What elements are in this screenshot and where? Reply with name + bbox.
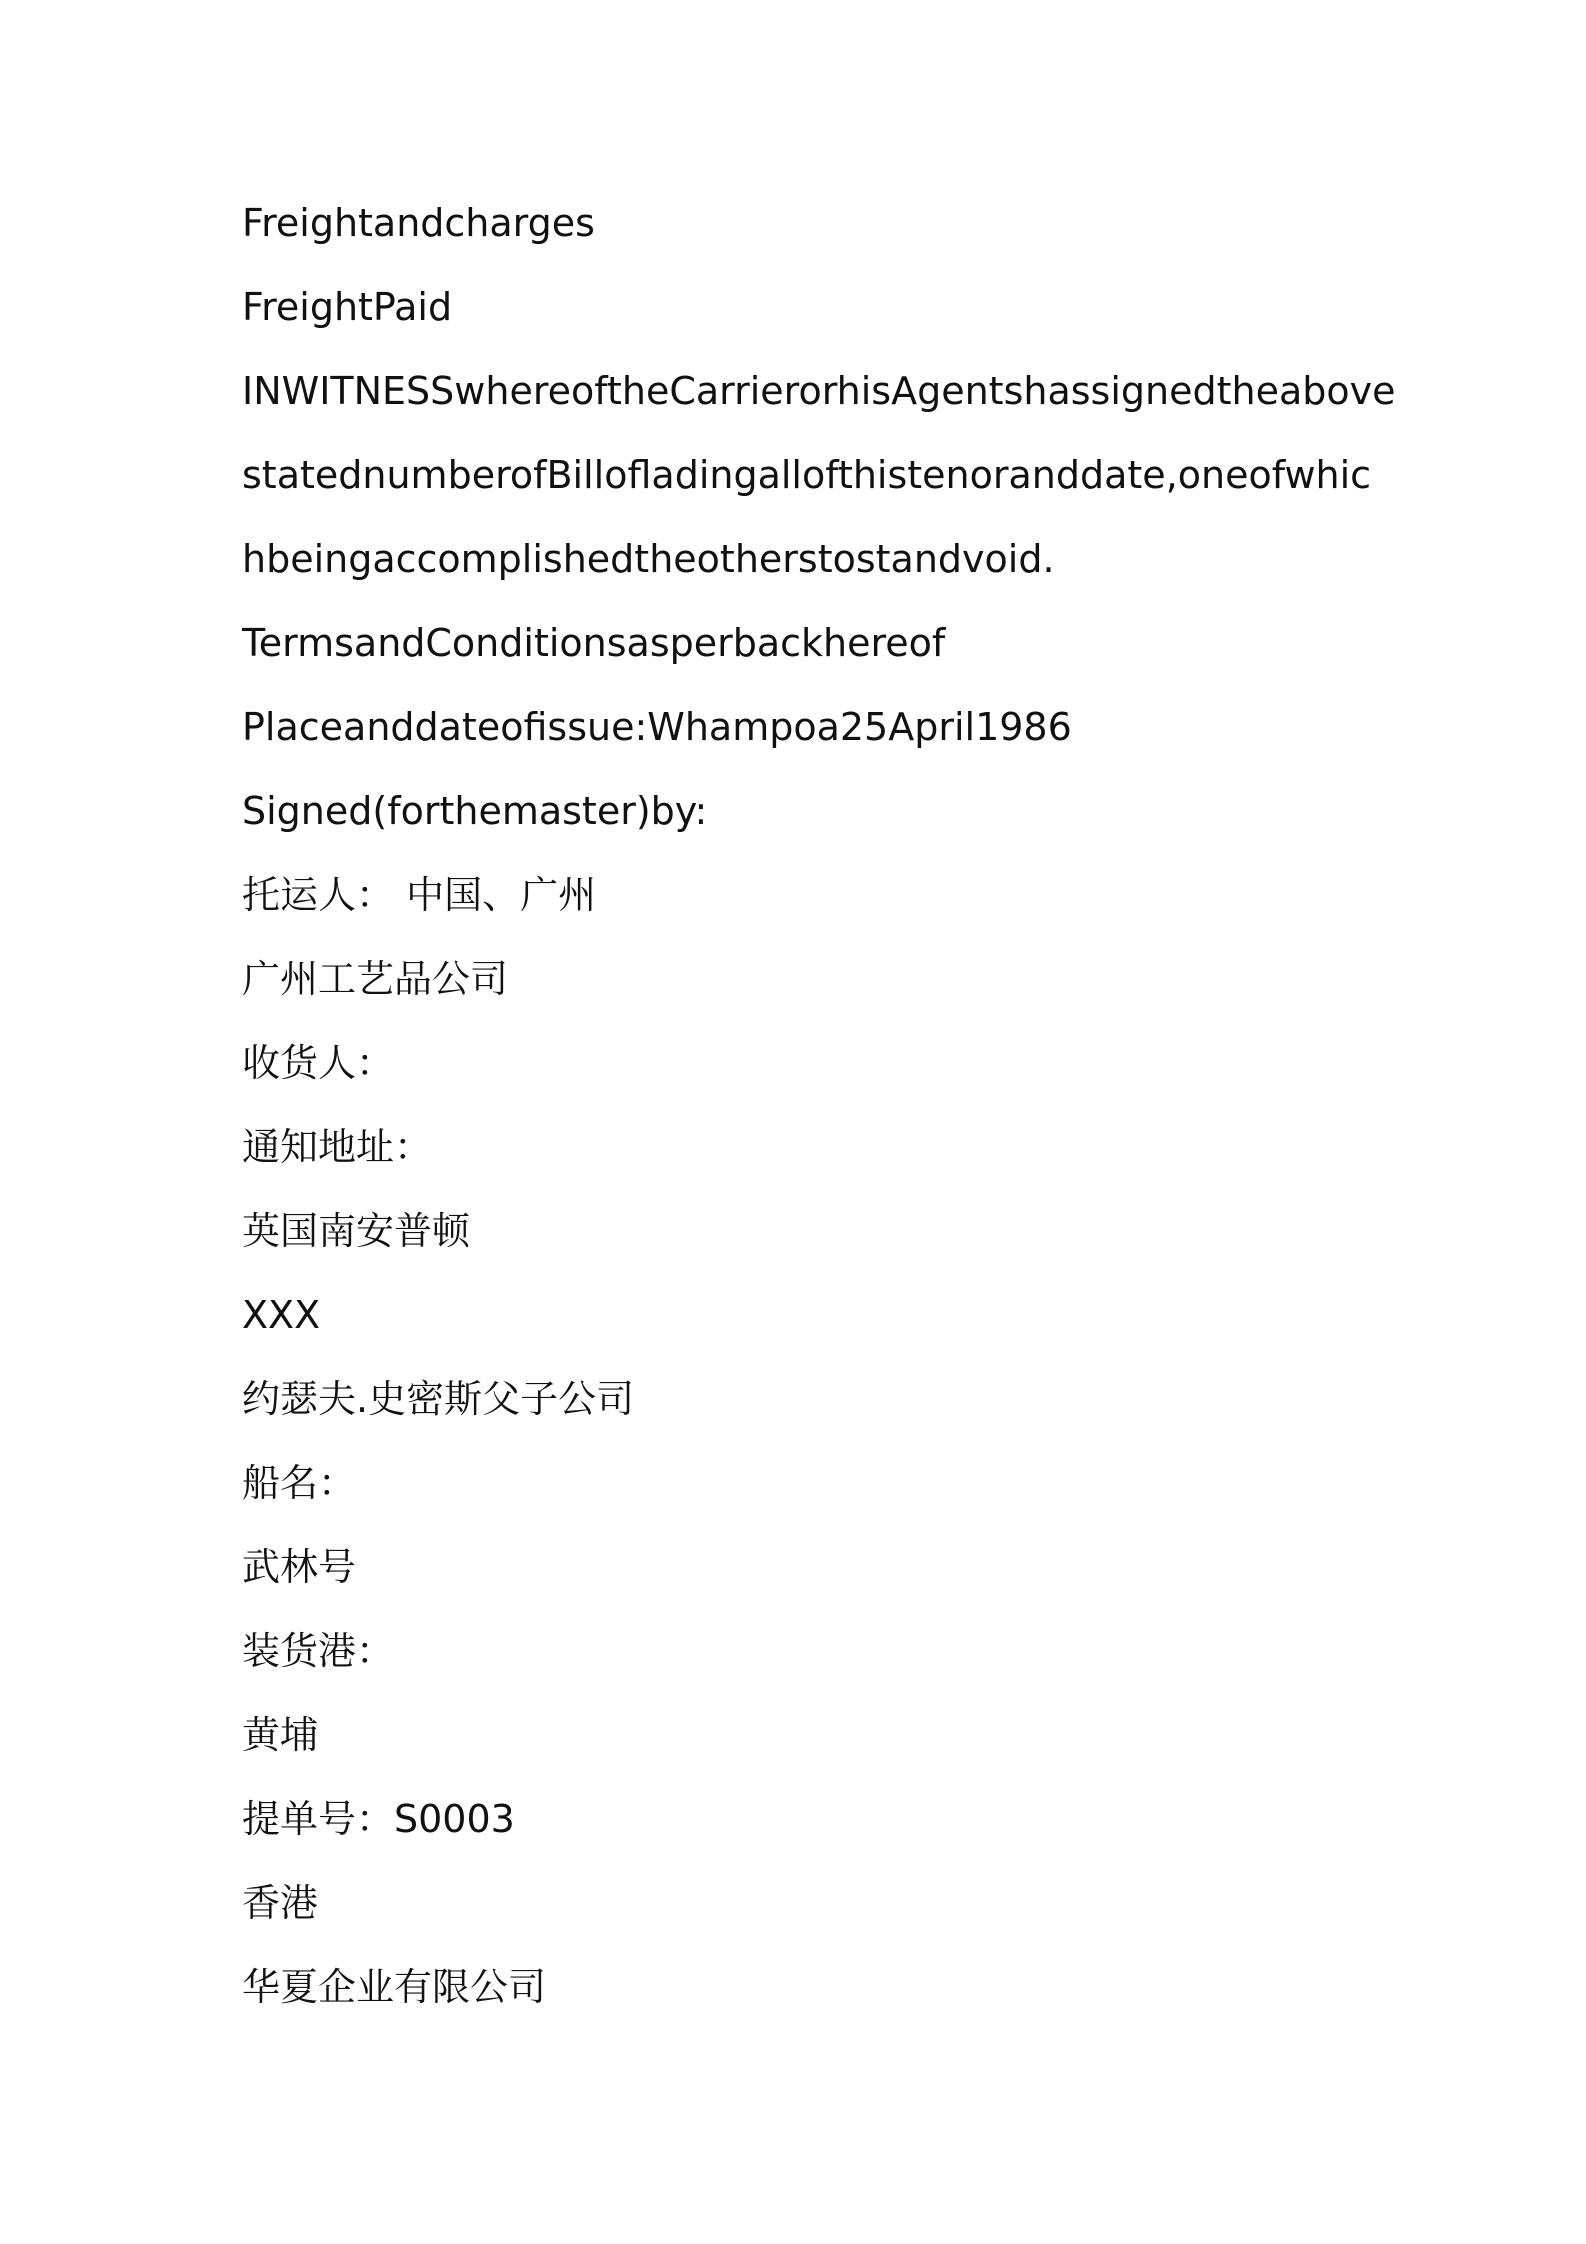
terms-conditions-text: TermsandConditionsasperbackhereof <box>242 621 946 665</box>
bill-of-lading-number: 提单号：S0003 <box>242 1797 515 1841</box>
notify-company: 约瑟夫.史密斯父子公司 <box>242 1377 635 1421</box>
place-date-issue-text: Placeanddateofissue:Whampoa25April1986 <box>242 705 1072 749</box>
witness-clause-line-3: hbeingaccomplishedtheotherstostandvoid. <box>242 537 1055 581</box>
consignee-label: 收货人： <box>242 1041 395 1085</box>
notify-address-location: 英国南安普顿 <box>242 1209 471 1253</box>
freight-charges-heading: Freightandcharges <box>242 201 595 245</box>
document-body <box>242 200 1442 2048</box>
witness-clause-line-1: INWITNESSwhereoftheCarrierorhisAgentshassignedtheabove <box>242 369 1396 413</box>
notify-address-name: XXX <box>242 1293 321 1337</box>
port-of-loading-value: 黄埔 <box>242 1713 319 1757</box>
shipper-label: 托运人： 中国、广州 <box>242 873 597 917</box>
vessel-name-label: 船名： <box>242 1461 357 1505</box>
port-of-loading-label: 装货港： <box>242 1629 395 1673</box>
notify-address-label: 通知地址： <box>242 1125 433 1169</box>
witness-clause-line-2: statednumberofBillofladingallofthistenoranddate,oneofwhic <box>242 453 1372 497</box>
signed-by-label: Signed(forthemaster)by: <box>242 789 708 833</box>
destination-company: 华夏企业有限公司 <box>242 1965 547 2009</box>
shipper-company: 广州工艺品公司 <box>242 957 509 1001</box>
destination-port: 香港 <box>242 1881 319 1925</box>
freight-paid-text: FreightPaid <box>242 285 453 329</box>
vessel-name-value: 武林号 <box>242 1545 357 1589</box>
